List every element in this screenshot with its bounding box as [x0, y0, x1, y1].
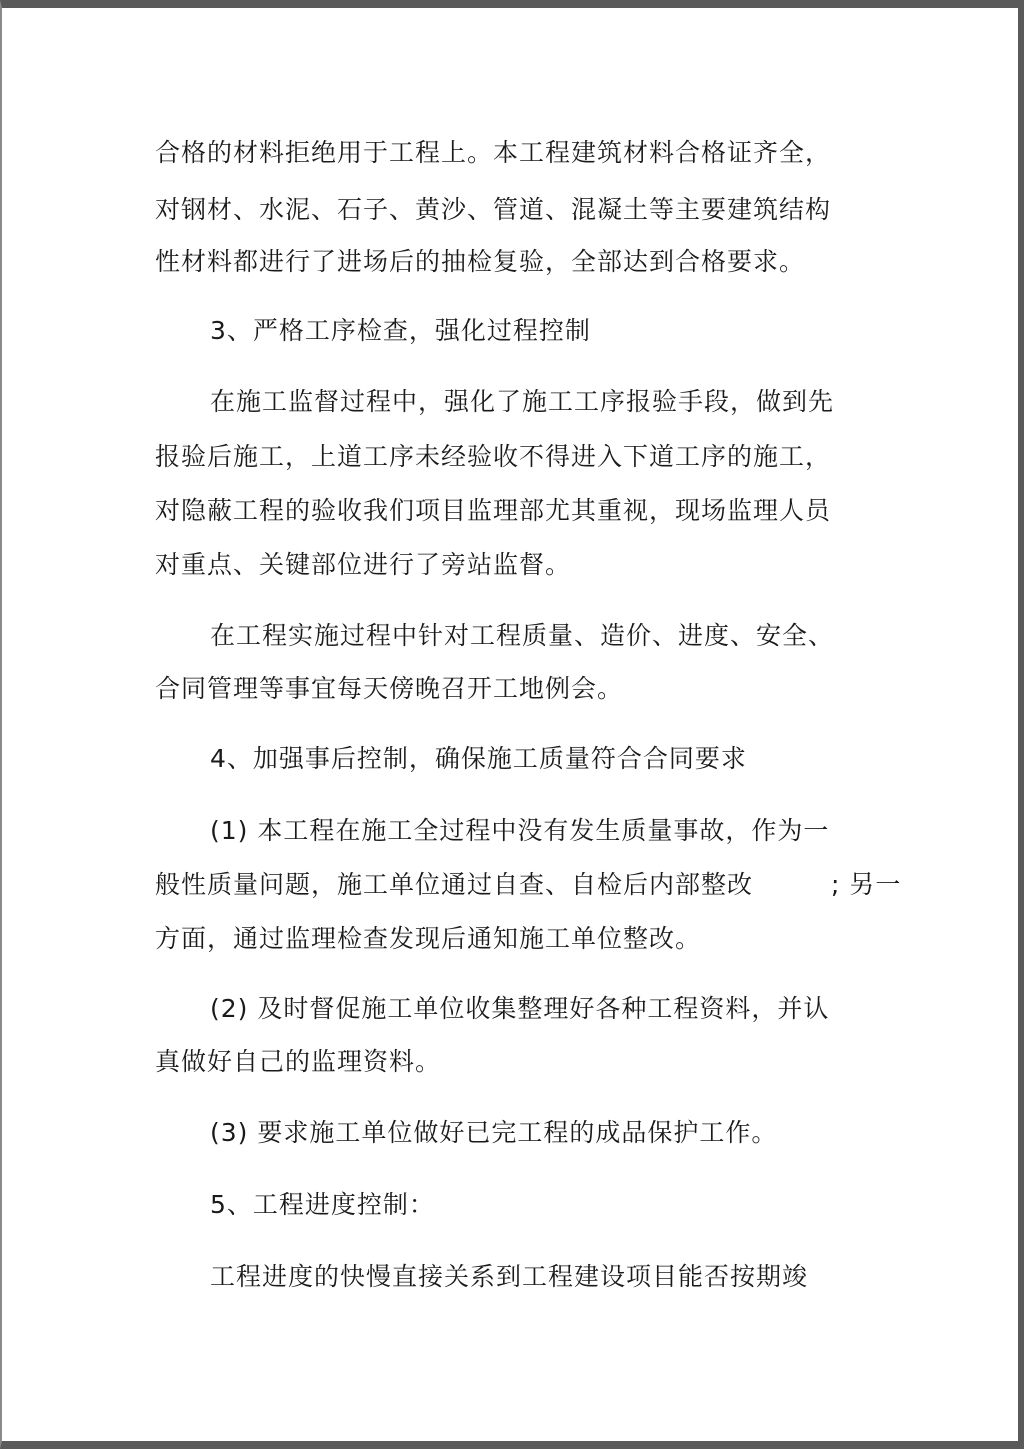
paragraph-line: 对隐蔽工程的验收我们项目监理部尤其重视，现场监理人员: [155, 496, 832, 525]
paragraph-line: 在施工监督过程中，强化了施工工序报验手段，做到先: [210, 387, 835, 416]
paragraph-line: 报验后施工，上道工序未经验收不得进入下道工序的施工，: [155, 442, 832, 471]
paragraph-line: 合格的材料拒绝用于工程上。本工程建筑材料合格证齐全，: [155, 138, 832, 167]
line-text: ; 另一: [831, 870, 902, 899]
line-text: 般性质量问题，施工单位通过自查、自检后内部整改: [155, 870, 754, 899]
paragraph-line: (1) 本工程在施工全过程中没有发生质量事故，作为一: [210, 816, 830, 845]
paragraph-line: 在工程实施过程中针对工程质量、造价、进度、安全、: [210, 621, 835, 650]
paragraph-line: (2) 及时督促施工单位收集整理好各种工程资料，并认: [210, 994, 830, 1023]
paragraph-line: [155, 869, 901, 901]
section-heading: 5、工程进度控制：: [210, 1190, 435, 1219]
paragraph-line: (3) 要求施工单位做好已完工程的成品保护工作。: [210, 1118, 778, 1147]
paragraph-line: 对钢材、水泥、石子、黄沙、管道、混凝土等主要建筑结构: [155, 195, 832, 224]
section-heading: 3、严格工序检查，强化过程控制: [210, 316, 591, 345]
paragraph-line: 合同管理等事宜每天傍晚召开工地例会。: [155, 674, 624, 703]
paragraph-line: 工程进度的快慢直接关系到工程建设项目能否按期竣: [210, 1262, 809, 1291]
paragraph-line: 对重点、关键部位进行了旁站监督。: [155, 550, 572, 579]
section-heading: 4、加强事后控制，确保施工质量符合合同要求: [210, 744, 747, 773]
paragraph-line: 性材料都进行了进场后的抽检复验，全部达到合格要求。: [155, 247, 806, 276]
paragraph-line: 方面，通过监理检查发现后通知施工单位整改。: [155, 924, 702, 953]
paragraph-line: 真做好自己的监理资料。: [155, 1047, 442, 1076]
